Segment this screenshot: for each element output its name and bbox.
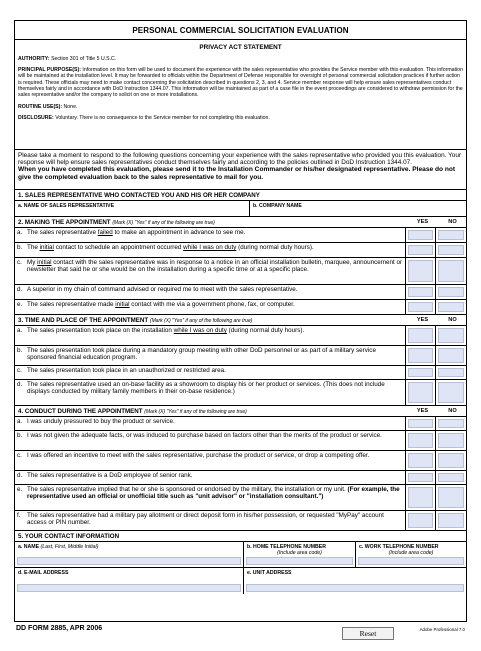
section-2-heading: 2. MAKING THE APPOINTMENT (Mark (X) "Yes" if any of the following are true) YES NO — [15, 217, 466, 228]
company-name-field[interactable]: b. COMPANY NAME — [253, 203, 302, 209]
q2e-yes-checkbox[interactable] — [406, 300, 436, 314]
q4e-row: e. The sales representative implied that he or she is sponsored or endorsed by the military, the installation or my unit. (For example, the representative used an official or unofficial title such as "unit advisor" or "installation consultant.") — [15, 485, 466, 511]
q4a-no-checkbox[interactable] — [436, 417, 466, 430]
q3c-no-checkbox[interactable] — [436, 366, 466, 379]
q4a-row: a. I was unduly pressured to buy the product or service. — [15, 417, 466, 431]
email-address-field[interactable]: d. E-MAIL ADDRESS — [15, 568, 244, 594]
form-title: PERSONAL COMMERCIAL SOLICITATION EVALUATION — [15, 21, 466, 40]
q3c-yes-checkbox[interactable] — [406, 366, 436, 379]
yes-column-label: YES — [416, 317, 429, 323]
q4f-no-checkbox[interactable] — [436, 511, 466, 530]
section-4-heading: 4. CONDUCT DURING THE APPOINTMENT (Mark (X) "Yes" if any of the following are true) YES NO — [15, 406, 466, 417]
q2b-row: b. The initial contact to schedule an appointment occurred while I was on duty (during normal duty hours). — [15, 243, 466, 258]
form-number: DD FORM 2885, APR 2006 — [16, 625, 103, 632]
home-phone-field[interactable]: b. HOME TELEPHONE NUMBER (Include area code) — [244, 542, 356, 567]
your-name-field[interactable]: a. NAME (Last, First, Middle Initial) — [15, 542, 244, 567]
privacy-act-statement — [15, 40, 466, 150]
q4d-no-checkbox[interactable] — [436, 471, 466, 484]
q4c-yes-checkbox[interactable] — [406, 451, 436, 470]
principal-purpose: PRINCIPAL PURPOSE(S): Information on this form will be used to document the experience with the sales representative who provides the Service member with this evaluation. This information will be maintained at the installation level. It may be forwarded to officials within the Department of Defense responsible for oversight of personal commercial solicitation practices if further action is required. These officials may need to make contact concerning the solicitation described in questions 2, 3, and 4. Service member response will help ensure sales representatives conduct themselves fairly and in accordance with DoD Instruction 1344.07. This information will be maintained as part of a case file in the event proceedings are considered to withdraw permission for the sales representative and/or the company to solicit on one or more installations. — [18, 67, 463, 99]
routine-use: ROUTINE USE(S): None. — [18, 103, 78, 110]
q2b-no-checkbox[interactable] — [436, 243, 466, 257]
q4b-no-checkbox[interactable] — [436, 431, 466, 450]
q2c-yes-checkbox[interactable] — [406, 258, 436, 284]
q4b-row: b. I was not given the adequate facts, or was induced to purchase based on factors other than the merits of the product or service. — [15, 431, 466, 451]
q4e-no-checkbox[interactable] — [436, 485, 466, 510]
section-1-fields — [15, 201, 466, 217]
q4c-no-checkbox[interactable] — [436, 451, 466, 470]
q4d-yes-checkbox[interactable] — [406, 471, 436, 484]
privacy-heading: PRIVACY ACT STATEMENT — [199, 44, 282, 51]
authority: AUTHORITY: Section 301 of Title 5 U.S.C. — [18, 55, 117, 62]
q4d-row: d. The sales representative is a DoD employee of senior rank. — [15, 471, 466, 485]
q4f-row: f. The sales representative had a military pay allotment or direct deposit form in his/her possession, or requested "MyPay" account access or PIN number. — [15, 511, 466, 531]
yes-column-label: YES — [416, 408, 429, 414]
q3c-row: c. The sales presentation took place in an unauthorized or restricted area. — [15, 366, 466, 380]
q2c-row: c. My initial contact with the sales representative was in response to a notice in an official installation bulletin, marquee, announcement or newsletter that said he or she would be on the installation during a specific time or at a specific place. — [15, 258, 466, 285]
section-5-heading: 5. YOUR CONTACT INFORMATION — [15, 531, 466, 542]
unit-address-field[interactable]: e. UNIT ADDRESS — [244, 568, 466, 594]
instructions-mail-note: When you have completed this evaluation, please send it to the Installation Commander or his/her designated representative. Please do not give the completed evaluation back to the sales representative to mail for you. — [18, 166, 456, 181]
q3b-no-checkbox[interactable] — [436, 346, 466, 365]
contact-row-2 — [15, 568, 466, 594]
q2c-no-checkbox[interactable] — [436, 258, 466, 284]
no-column-label: NO — [448, 408, 457, 414]
q2b-yes-checkbox[interactable] — [406, 243, 436, 257]
q2a-yes-checkbox[interactable] — [406, 228, 436, 242]
q2a-no-checkbox[interactable] — [436, 228, 466, 242]
q2a-row: a. The sales representative failed to make an appointment in advance to see me. — [15, 228, 466, 243]
q2d-yes-checkbox[interactable] — [406, 285, 436, 299]
q2e-row: e. The sales representative made initial contact with me via a government phone, fax, or computer. — [15, 300, 466, 315]
no-column-label: NO — [448, 219, 457, 225]
work-phone-field[interactable]: c. WORK TELEPHONE NUMBER (Include area code) — [356, 542, 466, 567]
q3d-yes-checkbox[interactable] — [406, 380, 436, 405]
q3d-no-checkbox[interactable] — [436, 380, 466, 405]
q4a-yes-checkbox[interactable] — [406, 417, 436, 430]
q3a-yes-checkbox[interactable] — [406, 326, 436, 345]
q3b-row: b. The sales presentation took place during a mandatory group meeting with other DoD personnel or as part of a military service sponsored financial education program. — [15, 346, 466, 366]
no-column-label: NO — [448, 317, 457, 323]
q3a-row: a. The sales presentation took place on the installation while I was on duty (during normal duty hours). — [15, 326, 466, 346]
q3a-no-checkbox[interactable] — [436, 326, 466, 345]
q4f-yes-checkbox[interactable] — [406, 511, 436, 530]
q2d-row: d. A superior in my chain of command advised or required me to meet with the sales representative. — [15, 285, 466, 300]
q3b-yes-checkbox[interactable] — [406, 346, 436, 365]
disclosure: DISCLOSURE: Voluntary. There is no consequence to the Service member for not completing this evaluation. — [18, 115, 270, 122]
q3d-row: d. The sales representative used an on-base facility as a showroom to display his or her product or services. (This does not include displays conducted by military family members in their on-base residence.) — [15, 380, 466, 406]
q2e-no-checkbox[interactable] — [436, 300, 466, 314]
q2d-no-checkbox[interactable] — [436, 285, 466, 299]
contact-row-1 — [15, 542, 466, 568]
dd-form-2885 — [14, 20, 467, 622]
q4c-row: c. I was offered an incentive to meet with the sales representative, purchase the product or service, or drop a competing offer. — [15, 451, 466, 471]
instructions — [15, 150, 466, 190]
q4b-yes-checkbox[interactable] — [406, 431, 436, 450]
software-label: Adobe Professional 7.0 — [419, 627, 465, 632]
q4e-yes-checkbox[interactable] — [406, 485, 436, 510]
form-footer — [14, 624, 467, 644]
section-1-heading: 1. SALES REPRESENTATIVE WHO CONTACTED YOU AND HIS OR HER COMPANY — [15, 190, 466, 201]
instructions-text: Please take a moment to respond to the following questions concerning your experience with the sales representative who provided you this evaluation. Your response will help ensure sales representatives conduct themselves fairly and according to the policies outlined in DoD Instruction 1344.07. — [18, 152, 461, 167]
sales-rep-name-field[interactable]: a. NAME OF SALES REPRESENTATIVE — [15, 201, 250, 216]
yes-column-label: YES — [416, 219, 429, 225]
reset-button[interactable]: Reset — [342, 627, 394, 640]
section-3-heading: 3. TIME AND PLACE OF THE APPOINTMENT (Mark (X) "Yes" if any of the following are true) YES NO — [15, 315, 466, 326]
